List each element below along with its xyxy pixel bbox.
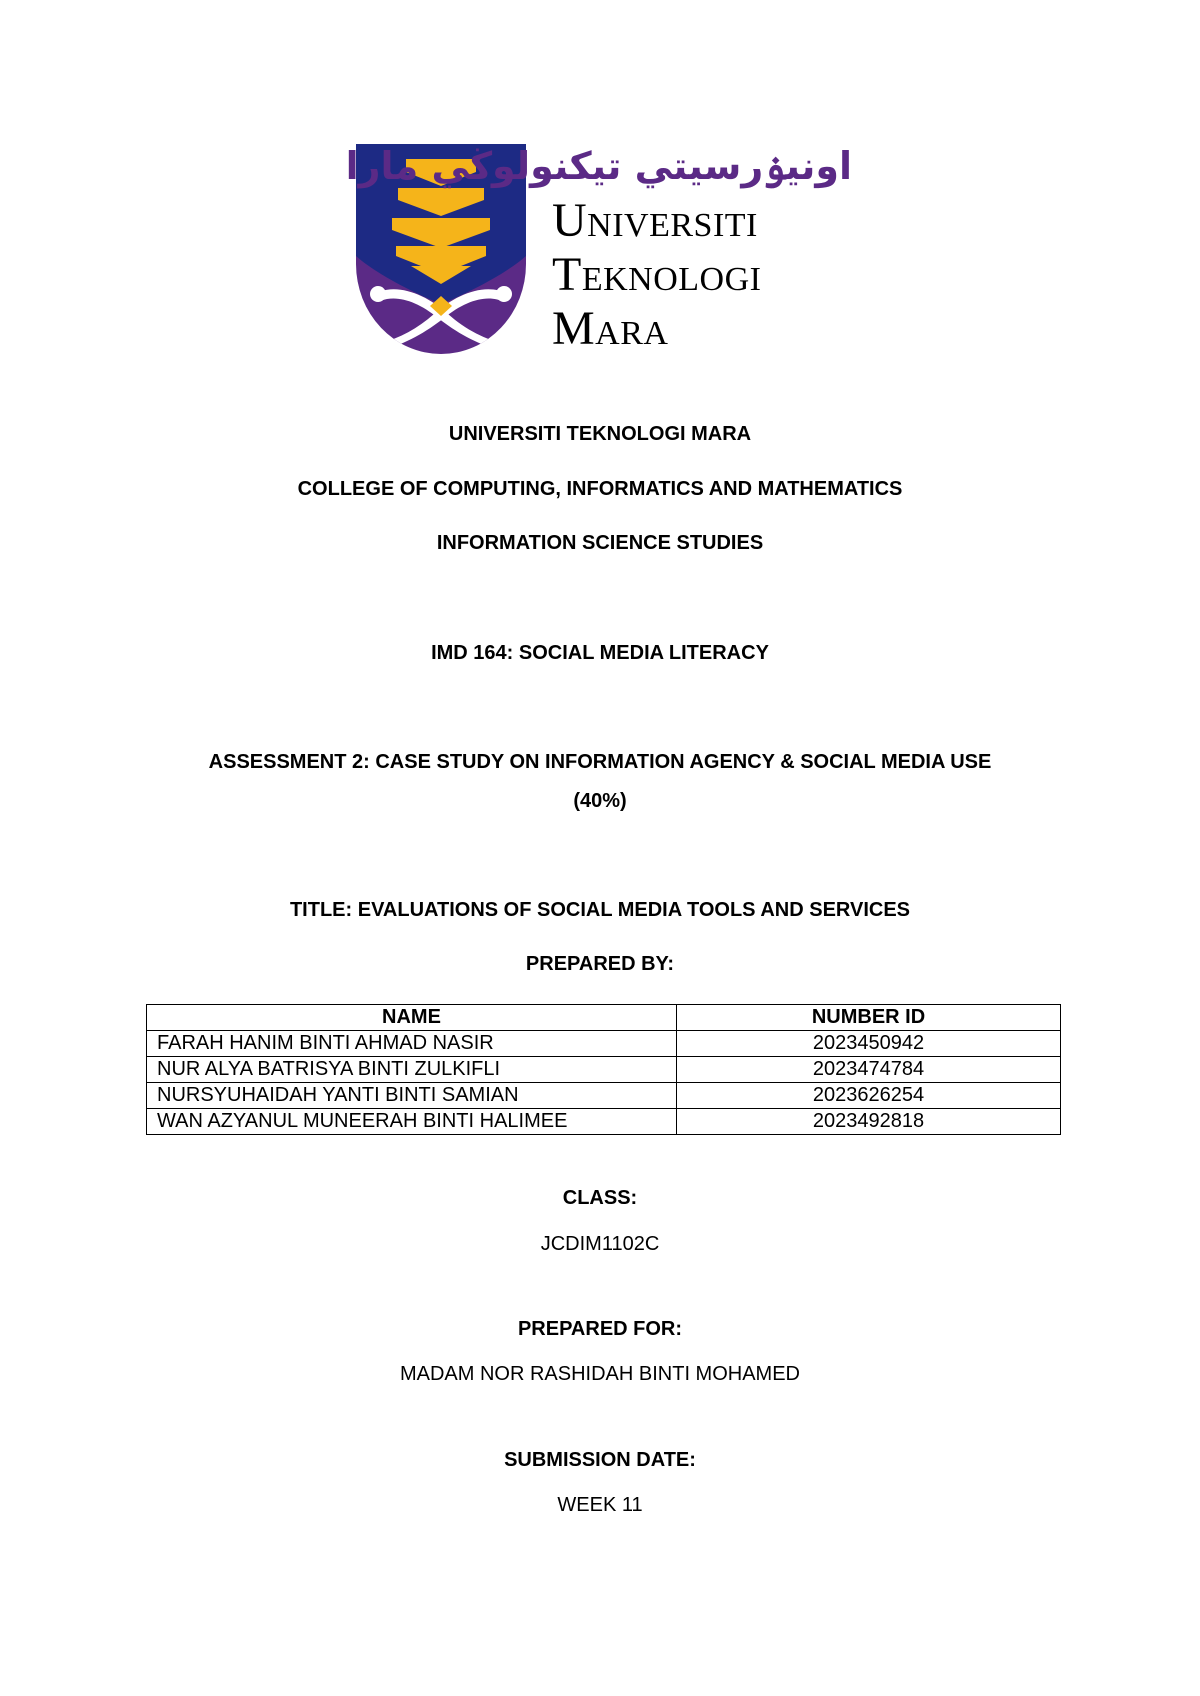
college-name: COLLEGE OF COMPUTING, INFORMATICS AND MATHEMATICS (297, 478, 903, 500)
table-row (147, 1083, 1061, 1109)
prepared-by-label: PREPARED BY: (525, 953, 675, 975)
prepared-for-label: PREPARED FOR: (517, 1318, 683, 1340)
wordmark-line-3: Mara (552, 302, 669, 355)
assessment-title: ASSESSMENT 2: CASE STUDY ON INFORMATION AGENCY & SOCIAL MEDIA USE (208, 751, 992, 773)
member-name: NURSYUHAIDAH YANTI BINTI SAMIAN (147, 1083, 677, 1109)
table-row (147, 1031, 1061, 1057)
column-header-name: NAME (147, 1005, 677, 1031)
member-name: FARAH HANIM BINTI AHMAD NASIR (147, 1031, 677, 1057)
member-id: 2023474784 (677, 1057, 1061, 1083)
submission-date-value: WEEK 11 (557, 1494, 643, 1516)
member-id: 2023626254 (677, 1083, 1061, 1109)
prepared-for-value: MADAM NOR RASHIDAH BINTI MOHAMED (399, 1363, 801, 1385)
logo-jawi-text: اونيۏرسيتي تيكنولوڬي مارا (345, 144, 852, 188)
submission-date-label: SUBMISSION DATE: (504, 1449, 696, 1471)
wordmark-line-2: Teknologi (552, 248, 762, 301)
table-header-row (147, 1005, 1061, 1031)
class-value: JCDIM1102C (540, 1233, 660, 1255)
member-id: 2023492818 (677, 1109, 1061, 1135)
class-label: CLASS: (562, 1187, 638, 1209)
logo-wordmark (552, 194, 852, 356)
column-header-id: NUMBER ID (677, 1005, 1061, 1031)
table-row (147, 1109, 1061, 1135)
program-name: INFORMATION SCIENCE STUDIES (436, 532, 764, 554)
assessment-weight: (40%) (573, 790, 627, 812)
uitm-logo (345, 144, 852, 355)
member-name: NUR ALYA BATRISYA BINTI ZULKIFLI (147, 1057, 677, 1083)
members-table (146, 1004, 1061, 1135)
wordmark-line-1: Universiti (552, 194, 758, 247)
university-name: UNIVERSITI TEKNOLOGI MARA (448, 423, 752, 445)
document-title: TITLE: EVALUATIONS OF SOCIAL MEDIA TOOLS AND SERVICES (289, 899, 911, 921)
table-row (147, 1057, 1061, 1083)
course-title: IMD 164: SOCIAL MEDIA LITERACY (431, 642, 769, 664)
member-name: WAN AZYANUL MUNEERAH BINTI HALIMEE (147, 1109, 677, 1135)
member-id: 2023450942 (677, 1031, 1061, 1057)
